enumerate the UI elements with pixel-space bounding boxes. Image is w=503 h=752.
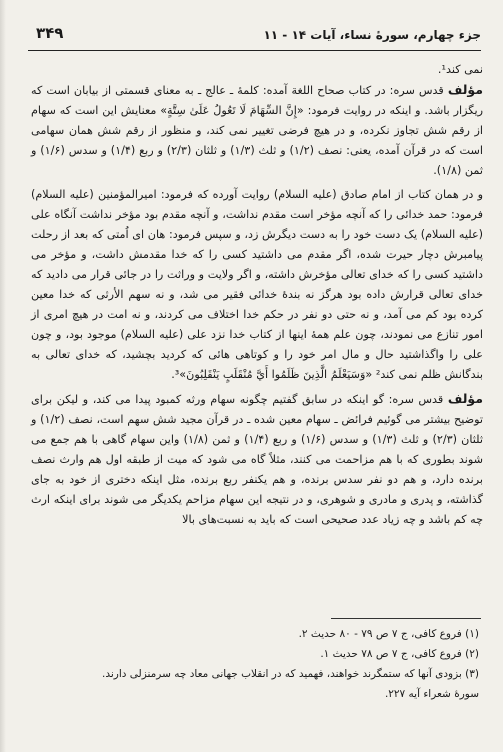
footnotes <box>39 624 479 704</box>
author-label: مؤلف <box>447 82 483 97</box>
paragraph-continuation: نمی کند¹. <box>437 63 483 76</box>
main-text <box>31 60 483 530</box>
running-header <box>28 24 481 48</box>
header-divider <box>28 50 481 51</box>
page-edge-shadow <box>0 0 6 752</box>
footnote-divider <box>331 618 481 619</box>
header-title: جزء چهارم، سورهٔ نساء، آیات ۱۴ - ۱۱ <box>263 28 481 42</box>
paragraph-author-note-2 <box>31 389 483 530</box>
paragraph-text: قدس سره: در کتاب صحاح اللغة آمده: کلمهٔ ـ عالج ـ به معنای قسمتی از بیابان است که ریگزار باشد. و اینکه در روایت فرمود: «إِنَّ السِّهَامَ لَا تَعُولُ عَلَىٰ سِتَّةٍ» معنایش این است که سهام از رقم شش تجاوز نکرده، و در هیچ فرضی تغییر نمی کند، و منظور از رقم شش همان سهامی است که در قرآن آمده، یعنی: نصف (۱/۲) و ثلث (۱/۳) و ثلثان (۲/۳) و ربع (۱/۴) و سدس (۱/۶) و ثمن (۱/۸). <box>31 84 483 177</box>
footnote-1: (۱) فروع کافی، ج ۷ ص ۷۹ - ۸۰ حدیث ۲. <box>298 628 479 640</box>
paragraph-author-note-1 <box>31 80 483 181</box>
footnote-2: (۲) فروع کافی، ج ۷ ص ۷۸ حدیث ۱. <box>320 648 479 660</box>
paragraph-text: قدس سره: گو اینکه در سابق گفتیم چگونه سهام ورثه کمبود پیدا می کند، و لیکن برای توضیح بیشتر می گوئیم فرائض ـ سهام معین شده ـ در قرآن مجید شش سهم است، نصف (۱/۲) و ثلثان (۲/۳) و ثلث (۱/۳) و سدس (۱/۶) و ربع (۱/۴) و ثمن (۱/۸) واین سهام گاهی با هم جمع می شوند بطوری که با هم مزاحمت می کنند، مثلاً گاه می شود که میت از طبقه اول هم وارث نصف برنده دارد، و هم دو نفر سدس برنده، و هم یکنفر ربع برنده، مثل اینکه دختری از خود به جای گذاشته، و پدری و مادری و شوهری، و در نتیجه این سهام مزاحم یکدیگر می شوند برای اینکه ارث چه کم باشد و چه زیاد عدد صحیحی است که باید به نسبت‌های بالا <box>31 393 484 526</box>
author-label: مؤلف <box>447 391 483 406</box>
paragraph-hadith: و در همان کتاب از امام صادق (علیه السلام) روایت آورده که فرمود: امیرالمؤمنین (علیه السلام) فرمود: حمد خدائی را که آنچه مؤخر است مقدم نداشت، و آنچه مقدم بود مؤخر نداشت آنگاه علی (علیه السلام) یک دست خود را به دست دیگرش زد، و سپس فرمود: هان ای اُمتی که بعد از رحلت پیامبرش دچار حیرت شده، اگر مقدم می داشتید کسی را که خدا مقدمش داشت، و مؤخر می داشتید کسی را که خدای تعالی مؤخرش داشته، و اگر ولایت و وراثت را در جائی قرار می دادید که خدای تعالی قرارش داده بود هرگز نه بندهٔ خدائی فقیر می شد، و نه سهم الأرثی که خدا معین کرده بود کم می آمد، و نه حتی دو نفر در حکم خدا اختلاف می کردند، و نه امت در هیچ امری از امور تنازع می نمودند، چون علم همهٔ اینها از کتاب خدا نزد علی (علیه السلام) موجود بود، و چون علی را واگذاشتید حال و مال امر خود را و کوتاهی هائی که کردید بچشید، که خدای تعالی به بندگانش ظلم نمی کند² «وَسَيَعْلَمُ الَّذِينَ ظَلَمُوا أَيَّ مُنْقَلَبٍ يَنْقَلِبُونَ»³. <box>31 188 483 381</box>
page-number: ۳۴۹ <box>36 24 64 42</box>
footnote-3-source: سورهٔ شعراء آیه ۲۲۷. <box>384 688 479 700</box>
footnote-3: (۳) بزودی آنها که ستمگرند خواهند، فهمید که در انقلاب جهانی معاد چه سرمنزلی دارند. <box>102 668 479 680</box>
